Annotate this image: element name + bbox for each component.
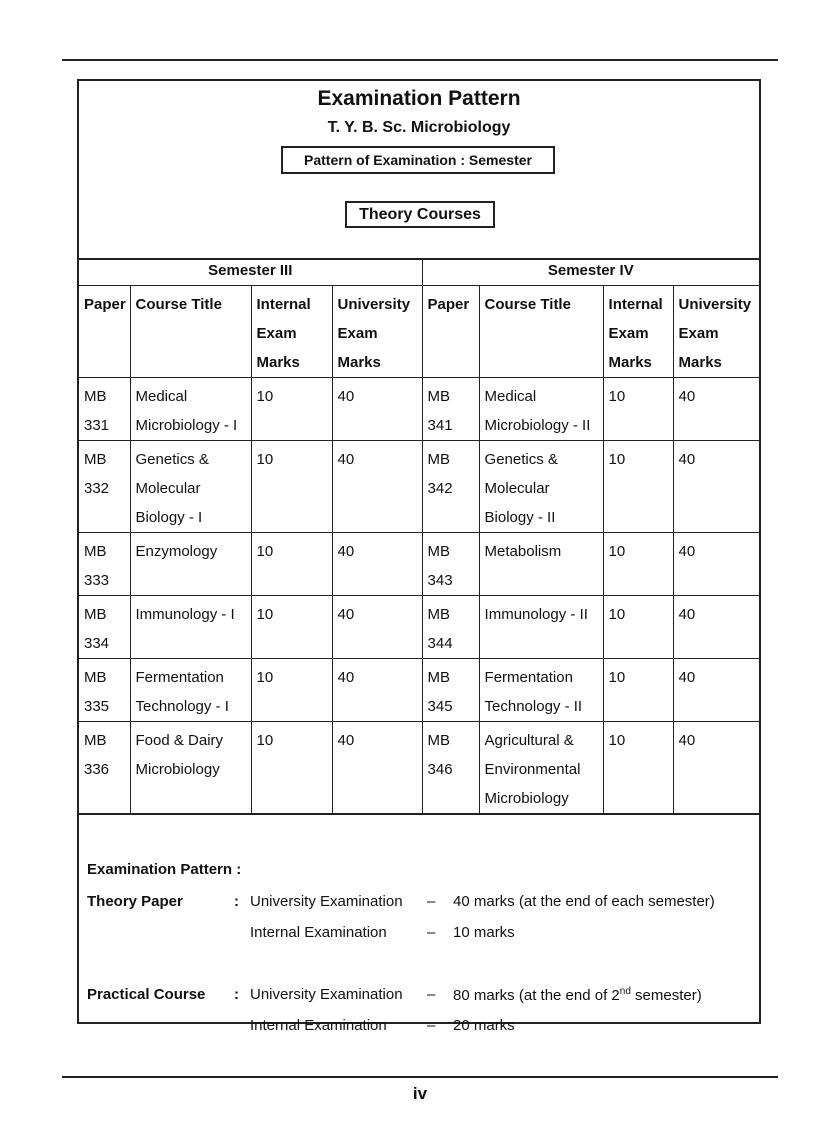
- sem4-internal-marks: 10: [603, 377, 673, 440]
- sem3-course-title: Immunology - I: [130, 595, 251, 658]
- sem3-paper-code: MB 332: [79, 440, 130, 532]
- sem3-university-marks: 40: [332, 721, 422, 814]
- practical-university-marks: [453, 986, 702, 1004]
- sem3-course-title: Fermentation Technology - I: [130, 658, 251, 721]
- sem3-course-title: Genetics & Molecular Biology - I: [130, 440, 251, 532]
- col-course-title-header: Course Title: [479, 285, 603, 377]
- sem3-paper-code: MB 331: [79, 377, 130, 440]
- semester-row: [79, 259, 759, 285]
- sem4-course-title: Genetics & Molecular Biology - II: [479, 440, 603, 532]
- sem4-university-marks: 40: [673, 658, 759, 721]
- table-row: [79, 595, 759, 658]
- sem3-internal-marks: 10: [251, 532, 332, 595]
- theory-internal-marks: 10 marks: [453, 923, 515, 941]
- top-rule: [62, 59, 778, 61]
- practical-marks-text-end: semester): [630, 986, 702, 1004]
- exam-pattern-box: [77, 79, 761, 1034]
- col-internal-marks-header: Internal Exam Marks: [603, 285, 673, 377]
- sem3-course-title: Medical Microbiology - I: [130, 377, 251, 440]
- col-university-marks-header: University Exam Marks: [673, 285, 759, 377]
- sem4-paper-code: MB 346: [422, 721, 479, 814]
- col-paper-header: Paper: [79, 285, 130, 377]
- sem3-course-title: Food & Dairy Microbiology: [130, 721, 251, 814]
- sem4-course-title: Fermentation Technology - II: [479, 658, 603, 721]
- sem4-internal-marks: 10: [603, 440, 673, 532]
- sem4-internal-marks: 10: [603, 658, 673, 721]
- bottom-rule: [62, 1076, 778, 1078]
- practical-internal-exam: Internal Examination: [250, 1016, 387, 1034]
- colon-separator: :: [234, 985, 239, 1003]
- sem3-paper-code: MB 335: [79, 658, 130, 721]
- semester-iv-header: Semester IV: [422, 259, 759, 285]
- column-header-row: [79, 285, 759, 377]
- dash-separator: –: [427, 923, 436, 941]
- col-paper-header: Paper: [422, 285, 479, 377]
- sem3-university-marks: 40: [332, 595, 422, 658]
- theory-university-exam: University Examination: [250, 892, 403, 910]
- sem4-paper-code: MB 343: [422, 532, 479, 595]
- ordinal-suffix: nd: [619, 985, 631, 997]
- sem4-university-marks: 40: [673, 532, 759, 595]
- courses-table: [79, 258, 759, 815]
- pattern-box: Pattern of Examination : Semester: [281, 146, 555, 174]
- sem4-course-title: Immunology - II: [479, 595, 603, 658]
- sem4-university-marks: 40: [673, 721, 759, 814]
- sem3-internal-marks: 10: [251, 721, 332, 814]
- sem4-paper-code: MB 341: [422, 377, 479, 440]
- table-row: [79, 440, 759, 532]
- theory-courses-box: Theory Courses: [345, 201, 495, 228]
- notes-heading: Examination Pattern :: [87, 860, 242, 878]
- sem3-paper-code: MB 334: [79, 595, 130, 658]
- sem3-internal-marks: 10: [251, 658, 332, 721]
- sem4-course-title: Metabolism: [479, 532, 603, 595]
- page-number: iv: [412, 1084, 428, 1103]
- sem3-course-title: Enzymology: [130, 532, 251, 595]
- sem4-paper-code: MB 345: [422, 658, 479, 721]
- semester-iii-header: Semester III: [79, 259, 422, 285]
- practical-marks-text: 80 marks (at the end of 2: [453, 986, 620, 1004]
- sem3-university-marks: 40: [332, 377, 422, 440]
- sem3-internal-marks: 10: [251, 595, 332, 658]
- col-university-marks-header: University Exam Marks: [332, 285, 422, 377]
- theory-paper-label: Theory Paper: [87, 892, 183, 910]
- sem3-internal-marks: 10: [251, 377, 332, 440]
- sem4-university-marks: 40: [673, 440, 759, 532]
- sem3-paper-code: MB 336: [79, 721, 130, 814]
- exam-pattern-notes: [79, 815, 759, 1055]
- sem4-university-marks: 40: [673, 377, 759, 440]
- sem3-paper-code: MB 333: [79, 532, 130, 595]
- sem4-course-title: Medical Microbiology - II: [479, 377, 603, 440]
- col-course-title-header: Course Title: [130, 285, 251, 377]
- dash-separator: –: [427, 892, 436, 910]
- program-subtitle: T. Y. B. Sc. Microbiology: [327, 119, 511, 136]
- col-internal-marks-header: Internal Exam Marks: [251, 285, 332, 377]
- colon-separator: :: [234, 892, 239, 910]
- sem4-paper-code: MB 344: [422, 595, 479, 658]
- practical-course-label: Practical Course: [87, 985, 206, 1003]
- theory-internal-exam: Internal Examination: [250, 923, 387, 941]
- sem3-university-marks: 40: [332, 532, 422, 595]
- dash-separator: –: [427, 1016, 436, 1034]
- sem3-university-marks: 40: [332, 440, 422, 532]
- table-row: [79, 721, 759, 814]
- sem3-internal-marks: 10: [251, 440, 332, 532]
- table-row: [79, 658, 759, 721]
- sem3-university-marks: 40: [332, 658, 422, 721]
- sem4-paper-code: MB 342: [422, 440, 479, 532]
- sem4-university-marks: 40: [673, 595, 759, 658]
- header-section: [79, 81, 759, 258]
- page-title: Examination Pattern: [317, 87, 521, 110]
- sem4-internal-marks: 10: [603, 532, 673, 595]
- sem4-course-title: Agricultural & Environmental Microbiology: [479, 721, 603, 814]
- practical-university-exam: University Examination: [250, 985, 403, 1003]
- sem4-internal-marks: 10: [603, 721, 673, 814]
- practical-internal-marks: 20 marks: [453, 1016, 515, 1034]
- sem4-internal-marks: 10: [603, 595, 673, 658]
- table-row: [79, 532, 759, 595]
- dash-separator: –: [427, 985, 436, 1003]
- table-row: [79, 377, 759, 440]
- theory-university-marks: 40 marks (at the end of each semester): [453, 892, 715, 910]
